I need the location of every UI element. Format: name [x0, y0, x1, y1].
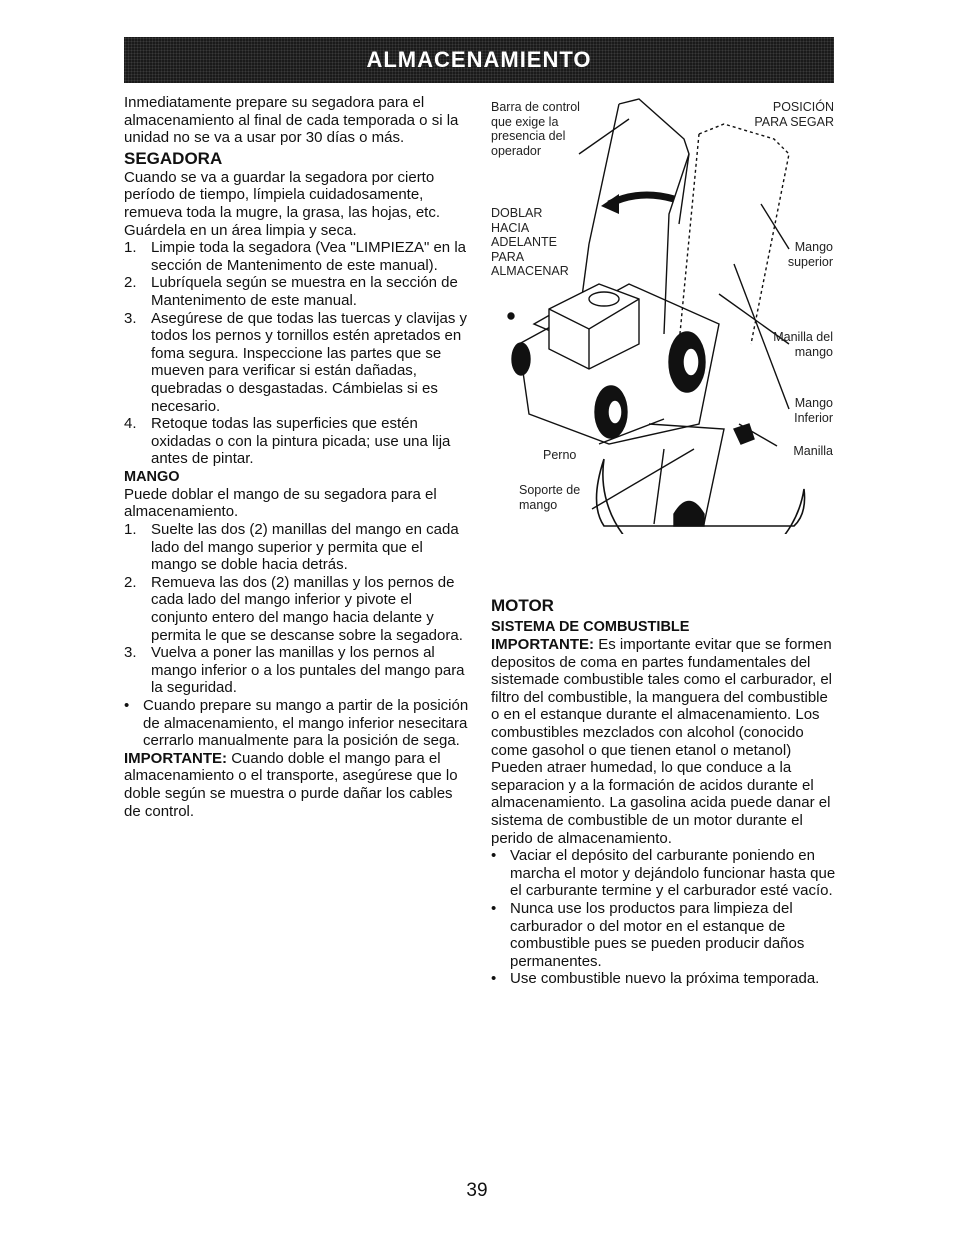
label-posicion-segar: POSICIÓN PARA SEGAR [754, 100, 834, 129]
upper-handle [619, 99, 689, 224]
label-doblar: DOBLAR HACIA ADELANTE PARA ALMACENAR [491, 206, 569, 278]
label-perno: Perno [543, 448, 577, 462]
section-header [124, 37, 834, 83]
list-item: 3. Vuelva a poner las manillas y los pernos al mango inferior o a los puntales del mango para la seguridad. [124, 644, 465, 697]
motor-heading: MOTOR [491, 596, 554, 615]
motor-bullets [491, 847, 836, 988]
list-item: • Vaciar el depósito del carburante poniendo en marcha el motor y dejándolo funcionar hasta que el carburante termine y el carburador esté vacío. [491, 847, 836, 900]
motor-important [491, 636, 836, 847]
right-column [491, 596, 836, 988]
list-item: • Nunca use los productos para limpieza del carburador o del motor en el estanque de combustible pues se pueden producir daños permanentes. [491, 899, 805, 970]
mango-text: Puede doblar el mango de su segadora para el almacenamiento. [124, 485, 437, 521]
list-item: 3. Asegúrese de que todas las tuercas y clavijas y todos los pernos y tornillos estén apretados en foma segura. Inspeccione las partes que se mueven para verificar si están dañadas, quebradas o desgastadas. Cámbielas si es necesario. [124, 309, 468, 415]
page-number: 39 [466, 1180, 488, 1201]
important-label: IMPORTANTE: [124, 749, 228, 767]
label-soporte: Soporte de mango [519, 483, 581, 512]
segadora-list [124, 239, 469, 468]
section-title: ALMACENAMIENTO [366, 47, 592, 72]
segadora-heading: SEGADORA [124, 148, 223, 168]
list-item: 1. Suelte las dos (2) manillas del mango en cada lado del mango superior y permita que el mango se doble hacia detrás. [124, 521, 459, 574]
segadora-text: Cuando se va a guardar la segadora por cierto período de tiempo, límpiela cuidadosamente, remueva toda la mugre, la grasa, las hojas, etc. Guárdela en un área limpia y seca. [124, 168, 440, 239]
list-item: 4. Retoque todas las superficies que estén oxidadas o con la pintura picada; use una lija antes de pintar. [124, 415, 451, 468]
label-barra-control: Barra de control que exige la presencia del operador [491, 100, 580, 158]
list-item: 2. Remueva las dos (2) manillas y los pernos de cada lado del mango inferior y pivote el conjunto entero del mango hacia delante y permita le que se descanse sobre la segadora. [124, 573, 463, 644]
list-item: 1. Limpie toda la segadora (Vea "LIMPIEZA" en la sección de Mantenimento de este manual). [124, 239, 466, 274]
label-mango-inferior: Mango Inferior [794, 396, 833, 425]
intro-paragraph: Inmediatamente prepare su segadora para el almacenamiento al final de cada temporada o si la unidad no se va a usar por 30 días o más. [124, 94, 459, 147]
mango-heading: MANGO [124, 468, 180, 485]
mango-important [124, 750, 469, 820]
mango-bullets [124, 697, 469, 750]
label-mango-superior: Mango superior [787, 240, 833, 269]
sistema-heading: SISTEMA DE COMBUSTIBLE [491, 619, 690, 635]
knob-icon [734, 424, 754, 444]
left-column [124, 94, 469, 820]
important-text: Es importante evitar que se formen depositos de coma en partes fundamentales del sistemade combustible tales como el carburador, el filtro del combustible, la manguera del combustible o en el estanque durante el almacenamiento. Los combustibles mezclados con alcohol (conocido come gasohol o que tienen etanol o metanol) Pueden atraer humedad, lo que conduce a la separacion y a la formación de acidos durante el almacenamiento. La gasolina acida puede danar el sistema de combustible de un motor durante el perido de almacenamiento. [491, 636, 833, 847]
mango-list [124, 521, 469, 697]
label-manilla-del-mango: Manilla del mango [773, 330, 833, 359]
important-text: Cuando doble el mango para el almacenamiento o el transporte, asegúrese que lo doble según se muestra o purde dañar los cables de control. [124, 749, 458, 820]
soporte-leader [592, 449, 694, 509]
important-label: IMPORTANTE: [491, 636, 595, 653]
list-item: 2. Lubríquela según se muestra en la sección de Mantenimento de este manual. [124, 274, 458, 309]
mower-illustration [489, 94, 839, 534]
mower-handle-figure [489, 94, 839, 534]
list-item: • Cuando prepare su mango a partir de la posición de almacenamiento, el mango inferior nesecitara cerrarlo manualmente para la posición de sega. [124, 697, 469, 750]
list-item: • Use combustible nuevo la próxima temporada. [491, 970, 820, 988]
label-manilla: Manilla [793, 444, 833, 458]
